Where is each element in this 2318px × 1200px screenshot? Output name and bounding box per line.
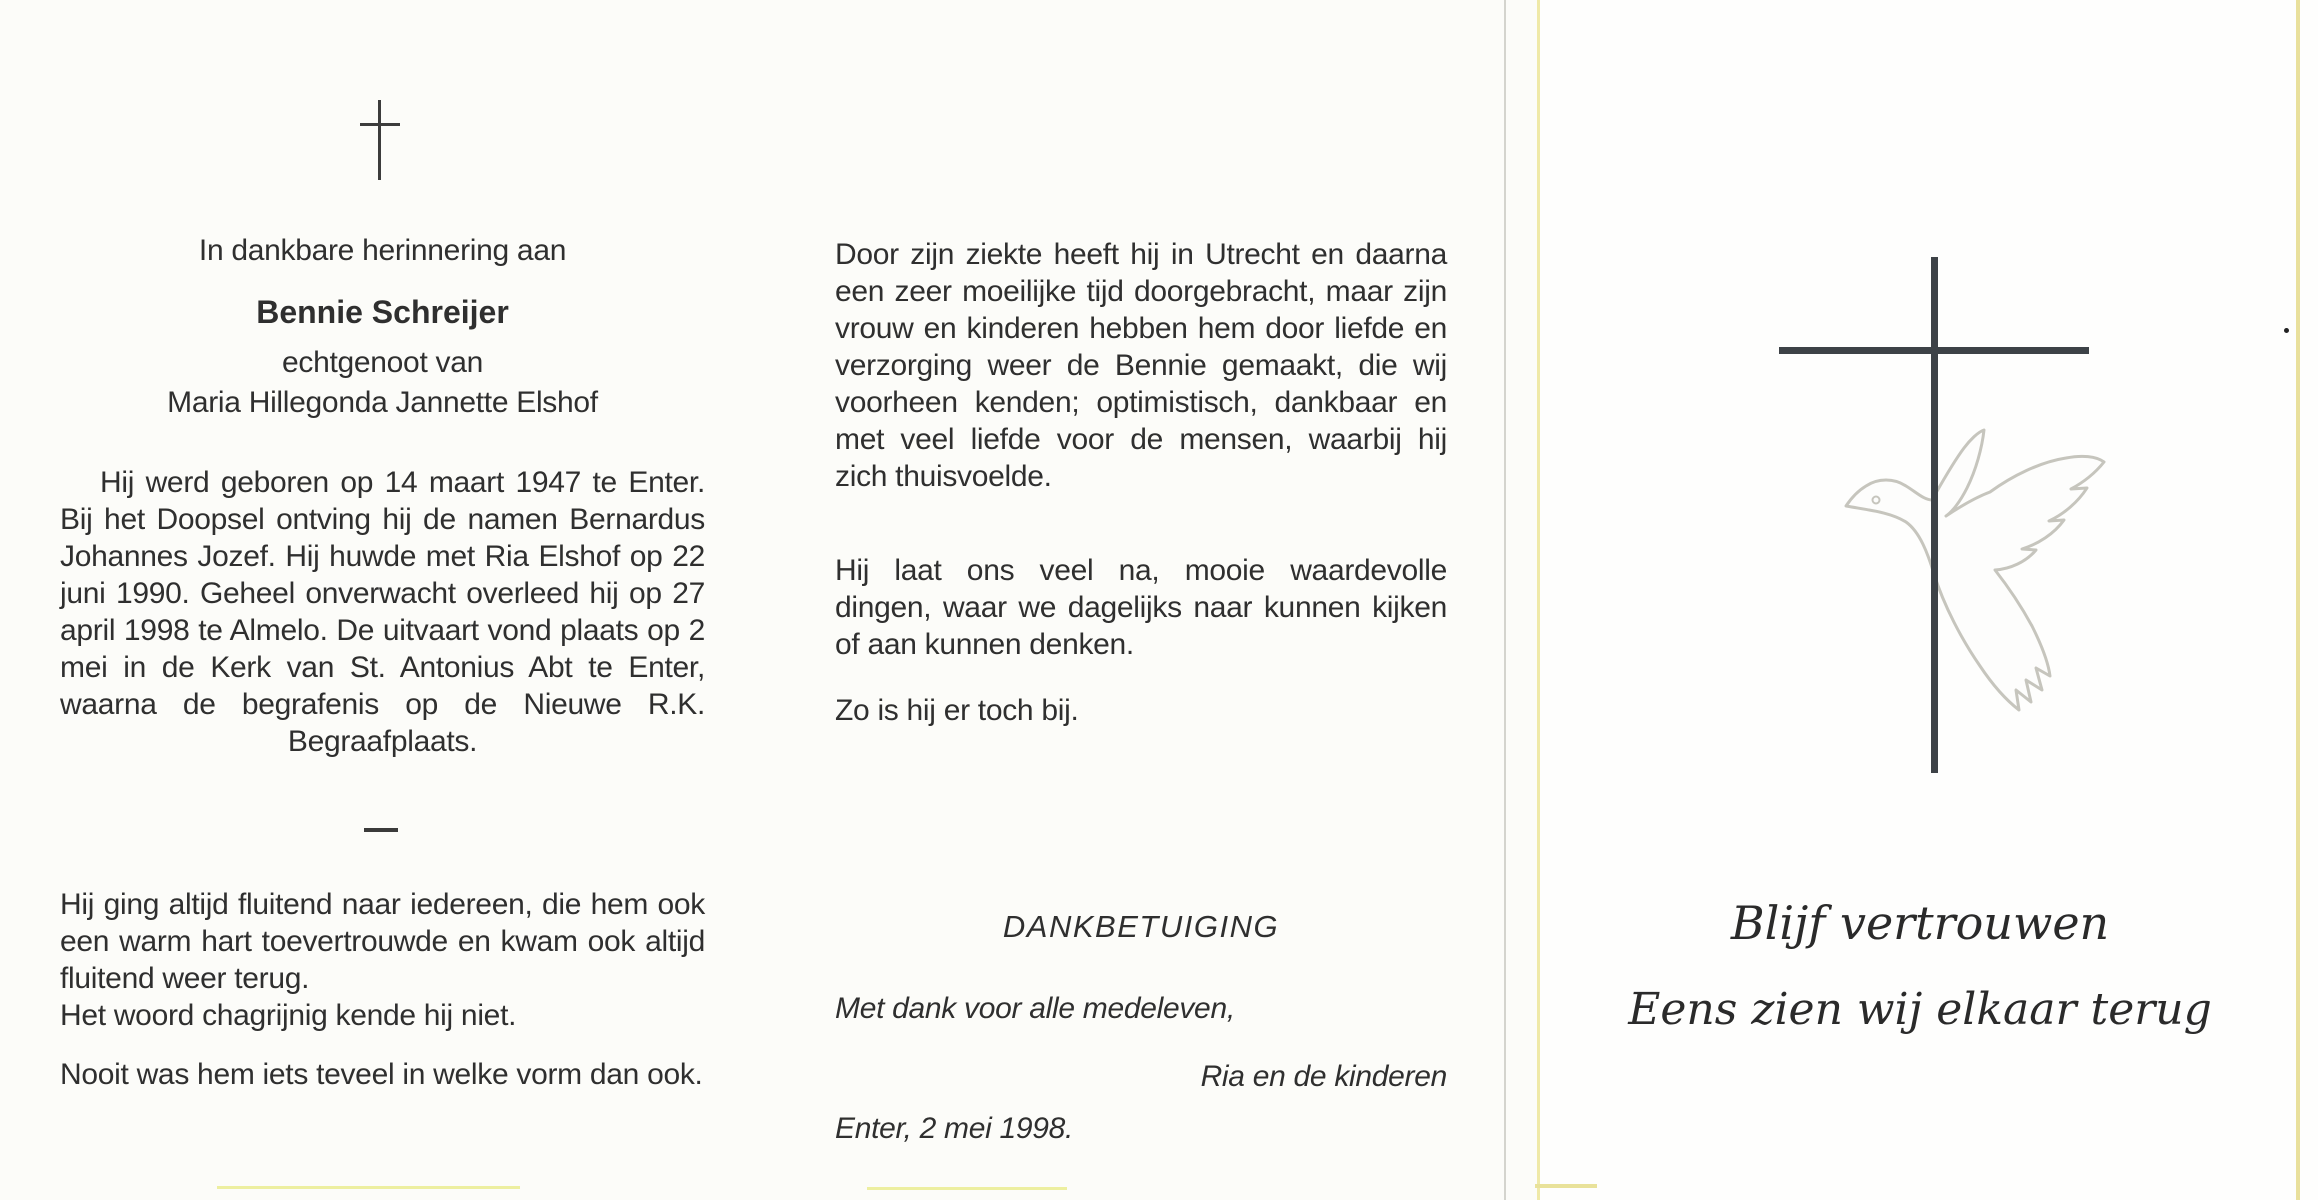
motto-line-2: Eens zien wij elkaar terug <box>1628 984 2212 1035</box>
spouse-name: Maria Hillegonda Jannette Elshof <box>167 386 598 419</box>
relation-line: echtgenoot van <box>282 346 483 379</box>
page-fold-line <box>1504 0 1506 1200</box>
closing-line: Zo is hij er toch bij. <box>835 694 1079 727</box>
intro-line: In dankbare herinnering aan <box>198 234 567 267</box>
deceased-name: Bennie Schreijer <box>256 294 509 330</box>
cross-vertical-bar <box>378 100 381 180</box>
scan-bottom-mark <box>1535 1184 1597 1188</box>
memory-paragraph-3: Nooit was hem iets teveel in welke vorm dan ook. <box>60 1058 703 1091</box>
scan-speck <box>2284 328 2289 333</box>
cross-horizontal-bar <box>1779 347 2089 354</box>
scan-bottom-mark <box>867 1187 1067 1190</box>
memory-paragraph-1: Hij ging altijd fluitend naar iedereen, die hem ook een warm hart toevertrouwde en kwam ook altijd fluitend weer terug. <box>60 888 705 995</box>
acknowledgement-intro: Met dank voor alle medeleven, <box>835 992 1235 1025</box>
acknowledgement-signature: Ria en de kinderen <box>1200 1060 1447 1093</box>
dove-icon <box>1840 428 2130 733</box>
illness-paragraph: Door zijn ziekte heeft hij in Utrecht en daarna een zeer moeilijke tijd doorgebracht, maar zijn vrouw en kinderen hebben hem door liefde en verzorging weer de Bennie gemaakt, die wij voorheen kenden; optimistisch, dankbaar en met veel liefde voor de mensen, waarbij hij zich thuisvoelde. <box>835 238 1447 493</box>
acknowledgement-place-date: Enter, 2 mei 1998. <box>835 1112 1074 1145</box>
scan-edge-line <box>2296 0 2300 1200</box>
cross-icon <box>1931 257 1938 600</box>
legacy-paragraph: Hij laat ons veel na, mooie waardevolle dingen, waar we dagelijks naar kunnen kijken of aan kunnen denken. <box>835 554 1447 661</box>
motto-line-1: Blijf vertrouwen <box>1730 896 2110 950</box>
section-divider <box>364 828 398 832</box>
scan-seam-line <box>1537 0 1540 1200</box>
acknowledgement-title: DANKBETUIGING <box>1002 909 1280 944</box>
scan-bottom-mark <box>217 1186 520 1189</box>
life-paragraph: Hij werd geboren op 14 maart 1947 te Enter. Bij het Doopsel ontving hij de namen Bernardus Johannes Jozef. Hij huwde met Ria Elshof op 22 juni 1990. Geheel onverwacht overleed hij op 27 april 1998 te Almelo. De uitvaart vond plaats op 2 mei in de Kerk van St. Antonius Abt te Enter, waarna de begrafenis op de Nieuwe R.K. Begraafplaats. <box>60 466 705 758</box>
cross-horizontal-bar <box>360 123 400 126</box>
memory-paragraph-2: Het woord chagrijnig kende hij niet. <box>60 999 517 1032</box>
